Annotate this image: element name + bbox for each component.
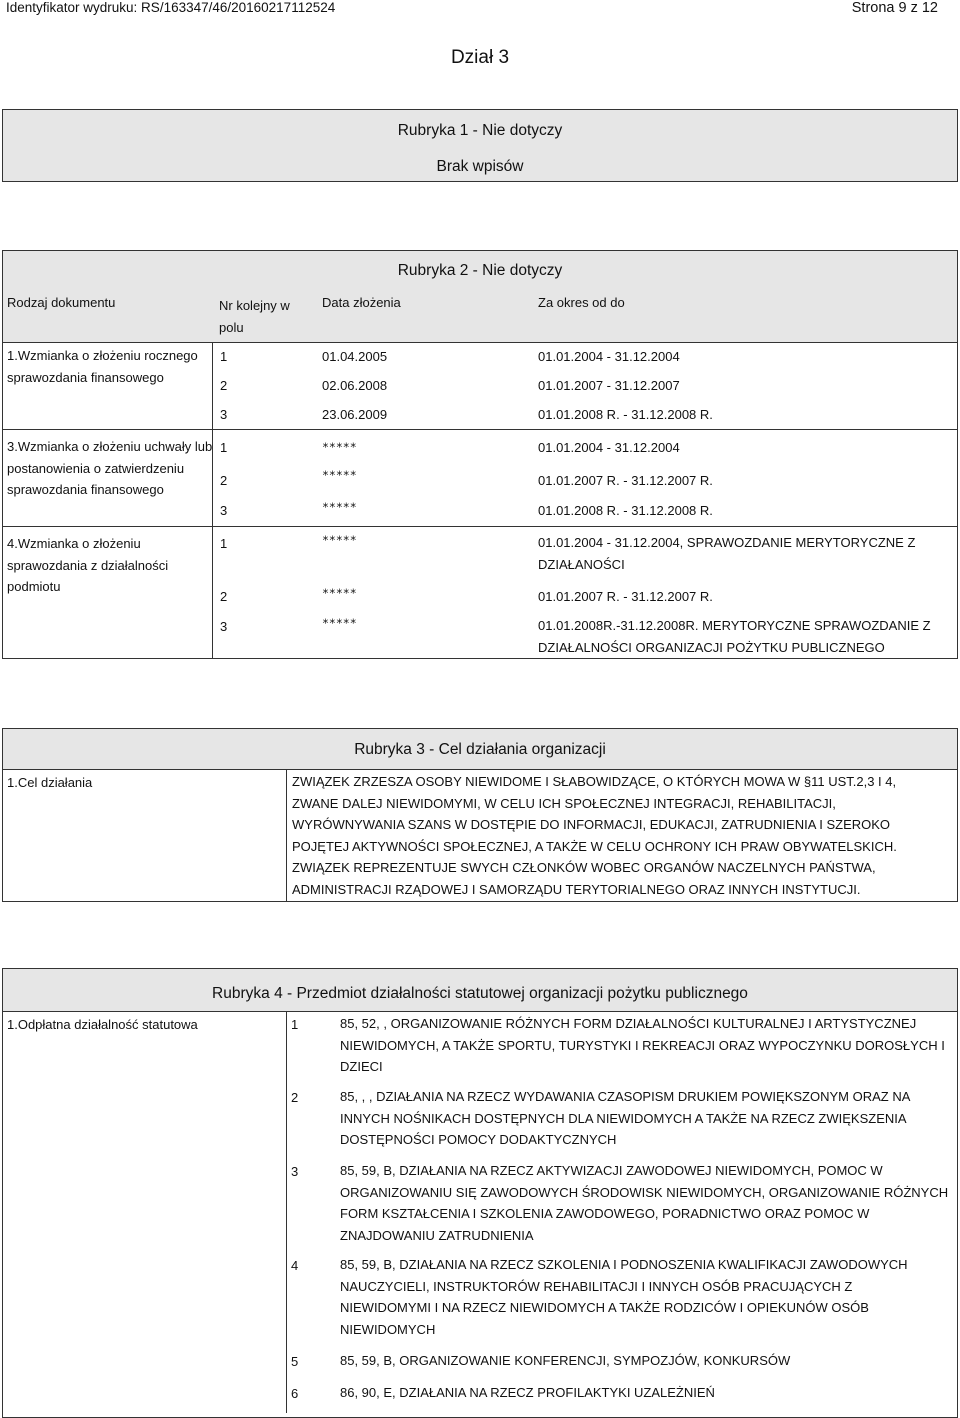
row-nr: 2 xyxy=(220,473,228,488)
group-label: 1.Wzmianka o złożeniu rocznego sprawozdania finansowego xyxy=(7,348,198,385)
row-data: 01.04.2005 xyxy=(322,349,388,364)
row-data: ***** xyxy=(322,468,357,482)
item-nr: 6 xyxy=(291,1386,299,1401)
row-data: ***** xyxy=(322,533,357,547)
rubryka3-text: ZWIĄZEK ZRZESZA OSOBY NIEWIDOME I SŁABOWIDZĄCE, O KTÓRYCH MOWA W §11 UST.2,3 I 4, ZWANE DALEJ NIEWIDOMYMI, W CELU ICH SPOŁECZNEJ INTEGRACJI, REHABILITACJI, WYRÓWNYWANIA SZANS W DOSTĘPIE DO INFORMACJI, EDUKACJI, ZATRUDNIENIA I SZEROKO POJĘTEJ AKTYWNOŚCI SPOŁECZNEJ, A TAKŻE W CELU OCHRONY ICH PRAW OBYWATELSKICH. ZWIĄZEK REPREZENTUJE SWYCH CZŁONKÓW WOBEC ORGANÓW NACZELNYCH PAŃSTWA, ADMINISTRACJI RZĄDOWEJ I SAMORZĄDU TERYTORIALNEGO ORAZ INNYCH INSTYTUCJI. xyxy=(292,774,897,897)
row-nr: 3 xyxy=(220,407,228,422)
rubryka1-title: Rubryka 1 - Nie dotyczy xyxy=(397,122,563,139)
item-text: 85, , , DZIAŁANIA NA RZECZ WYDAWANIA CZASOPISM DRUKIEM POWIĘKSZONYM ORAZ NA INNYCH NOŚNIKACH DOSTĘPNYCH DLA NIEWIDOMYCH A TAKŻE NA RZECZ ZWIĘKSZENIA DOSTĘPNOŚCI POMOCY DODAKTYCZNYCH xyxy=(340,1089,910,1147)
item-nr: 1 xyxy=(291,1017,299,1032)
print-identifier: Identyfikator wydruku: RS/163347/46/20160217112524 xyxy=(6,0,336,15)
group-label: 3.Wzmianka o złożeniu uchwały lub postanowienia o zatwierdzeniu sprawozdania finansowego xyxy=(7,439,213,497)
row-okres: 01.01.2008R.-31.12.2008R. MERYTORYCZNE SPRAWOZDANIE Z DZIAŁALNOŚCI ORGANIZACJI POŻYTKU PUBLICZNEGO xyxy=(538,618,931,655)
row-data: ***** xyxy=(322,500,357,514)
row-nr: 1 xyxy=(220,440,228,455)
item-nr: 2 xyxy=(291,1090,299,1105)
row-nr: 3 xyxy=(220,619,228,634)
row-nr: 1 xyxy=(220,536,228,551)
col-header-rodzaj: Rodzaj dokumentu xyxy=(7,295,116,310)
row-data: ***** xyxy=(322,616,357,630)
row-okres: 01.01.2004 - 31.12.2004, SPRAWOZDANIE MERYTORYCZNE Z DZIAŁANOŚCI xyxy=(538,535,916,572)
row-data: 23.06.2009 xyxy=(322,407,388,422)
rubryka3-label: 1.Cel działania xyxy=(7,775,93,790)
col-header-nr: Nr kolejny w polu xyxy=(219,298,290,335)
item-nr: 3 xyxy=(291,1164,299,1179)
row-okres: 01.01.2004 - 31.12.2004 xyxy=(538,349,680,364)
item-text: 85, 59, B, DZIAŁANIA NA RZECZ AKTYWIZACJI ZAWODOWEJ NIEWIDOMYCH, POMOC W ORGANIZOWANIU SIĘ ZAWODOWYCH ŚRODOWISK NIEWIDOMYCH, ORGANIZOWANIE RÓŻNYCH FORM KSZTAŁCENIA I SZKOLENIA ZAWODOWEGO, PORADNICTWO ORAZ POMOC W ZNAJDOWANIU ZATRUDNIENIA xyxy=(340,1163,949,1243)
row-data: ***** xyxy=(322,440,357,454)
row-okres: 01.01.2008 R. - 31.12.2008 R. xyxy=(538,503,713,518)
item-text: 85, 52, , ORGANIZOWANIE RÓŻNYCH FORM DZIAŁALNOŚCI KULTURALNEJ I ARTYSTYCZNEJ NIEWIDOMYCH, A TAKŻE SPORTU, TURYSTYKI I REKREACJI ORAZ WYPOCZYNKU DOROSŁYCH I DZIECI xyxy=(340,1016,945,1074)
row-okres: 01.01.2007 R. - 31.12.2007 R. xyxy=(538,473,713,488)
item-nr: 5 xyxy=(291,1354,299,1369)
row-okres: 01.01.2008 R. - 31.12.2008 R. xyxy=(538,407,713,422)
section-title: Dział 3 xyxy=(450,47,510,68)
row-nr: 2 xyxy=(220,378,228,393)
row-data: 02.06.2008 xyxy=(322,378,388,393)
item-text: 86, 90, E, DZIAŁANIA NA RZECZ PROFILAKTYKI UZALEŻNIEŃ xyxy=(340,1385,715,1400)
col-header-data: Data złożenia xyxy=(322,295,401,310)
item-nr: 4 xyxy=(291,1258,299,1273)
rubryka1-note: Brak wpisów xyxy=(436,158,524,175)
row-okres: 01.01.2007 R. - 31.12.2007 R. xyxy=(538,589,713,604)
item-text: 85, 59, B, DZIAŁANIA NA RZECZ SZKOLENIA I PODNOSZENIA KWALIFIKACJI ZAWODOWYCH NAUCZYCIELI, INSTRUKTORÓW REHABILITACJI I INNYCH OSÓB PRACUJĄCYCH Z NIEWIDOMYMI I NA RZECZ NIEWIDOMYCH A TAKŻE RODZICÓW I OPIEKUNÓW OSÓB NIEWIDOMYCH xyxy=(340,1257,908,1337)
item-text: 85, 59, B, ORGANIZOWANIE KONFERENCJI, SYMPOZJÓW, KONKURSÓW xyxy=(340,1353,791,1368)
row-nr: 1 xyxy=(220,349,228,364)
col-header-okres: Za okres od do xyxy=(538,295,625,310)
row-nr: 3 xyxy=(220,503,228,518)
rubryka4-title: Rubryka 4 - Przedmiot działalności statutowej organizacji pożytku publicznego xyxy=(212,985,748,1002)
row-nr: 2 xyxy=(220,589,228,604)
rubryka4-label: 1.Odpłatna działalność statutowa xyxy=(7,1017,198,1032)
row-data: ***** xyxy=(322,586,357,600)
page-number: Strona 9 z 12 xyxy=(851,0,938,16)
row-okres: 01.01.2007 - 31.12.2007 xyxy=(538,378,680,393)
rubryka3-title: Rubryka 3 - Cel działania organizacji xyxy=(354,741,606,758)
row-okres: 01.01.2004 - 31.12.2004 xyxy=(538,440,680,455)
group-label: 4.Wzmianka o złożeniu sprawozdania z działalności podmiotu xyxy=(7,536,169,594)
rubryka1-box xyxy=(2,109,958,182)
rubryka2-title: Rubryka 2 - Nie dotyczy xyxy=(397,262,563,279)
